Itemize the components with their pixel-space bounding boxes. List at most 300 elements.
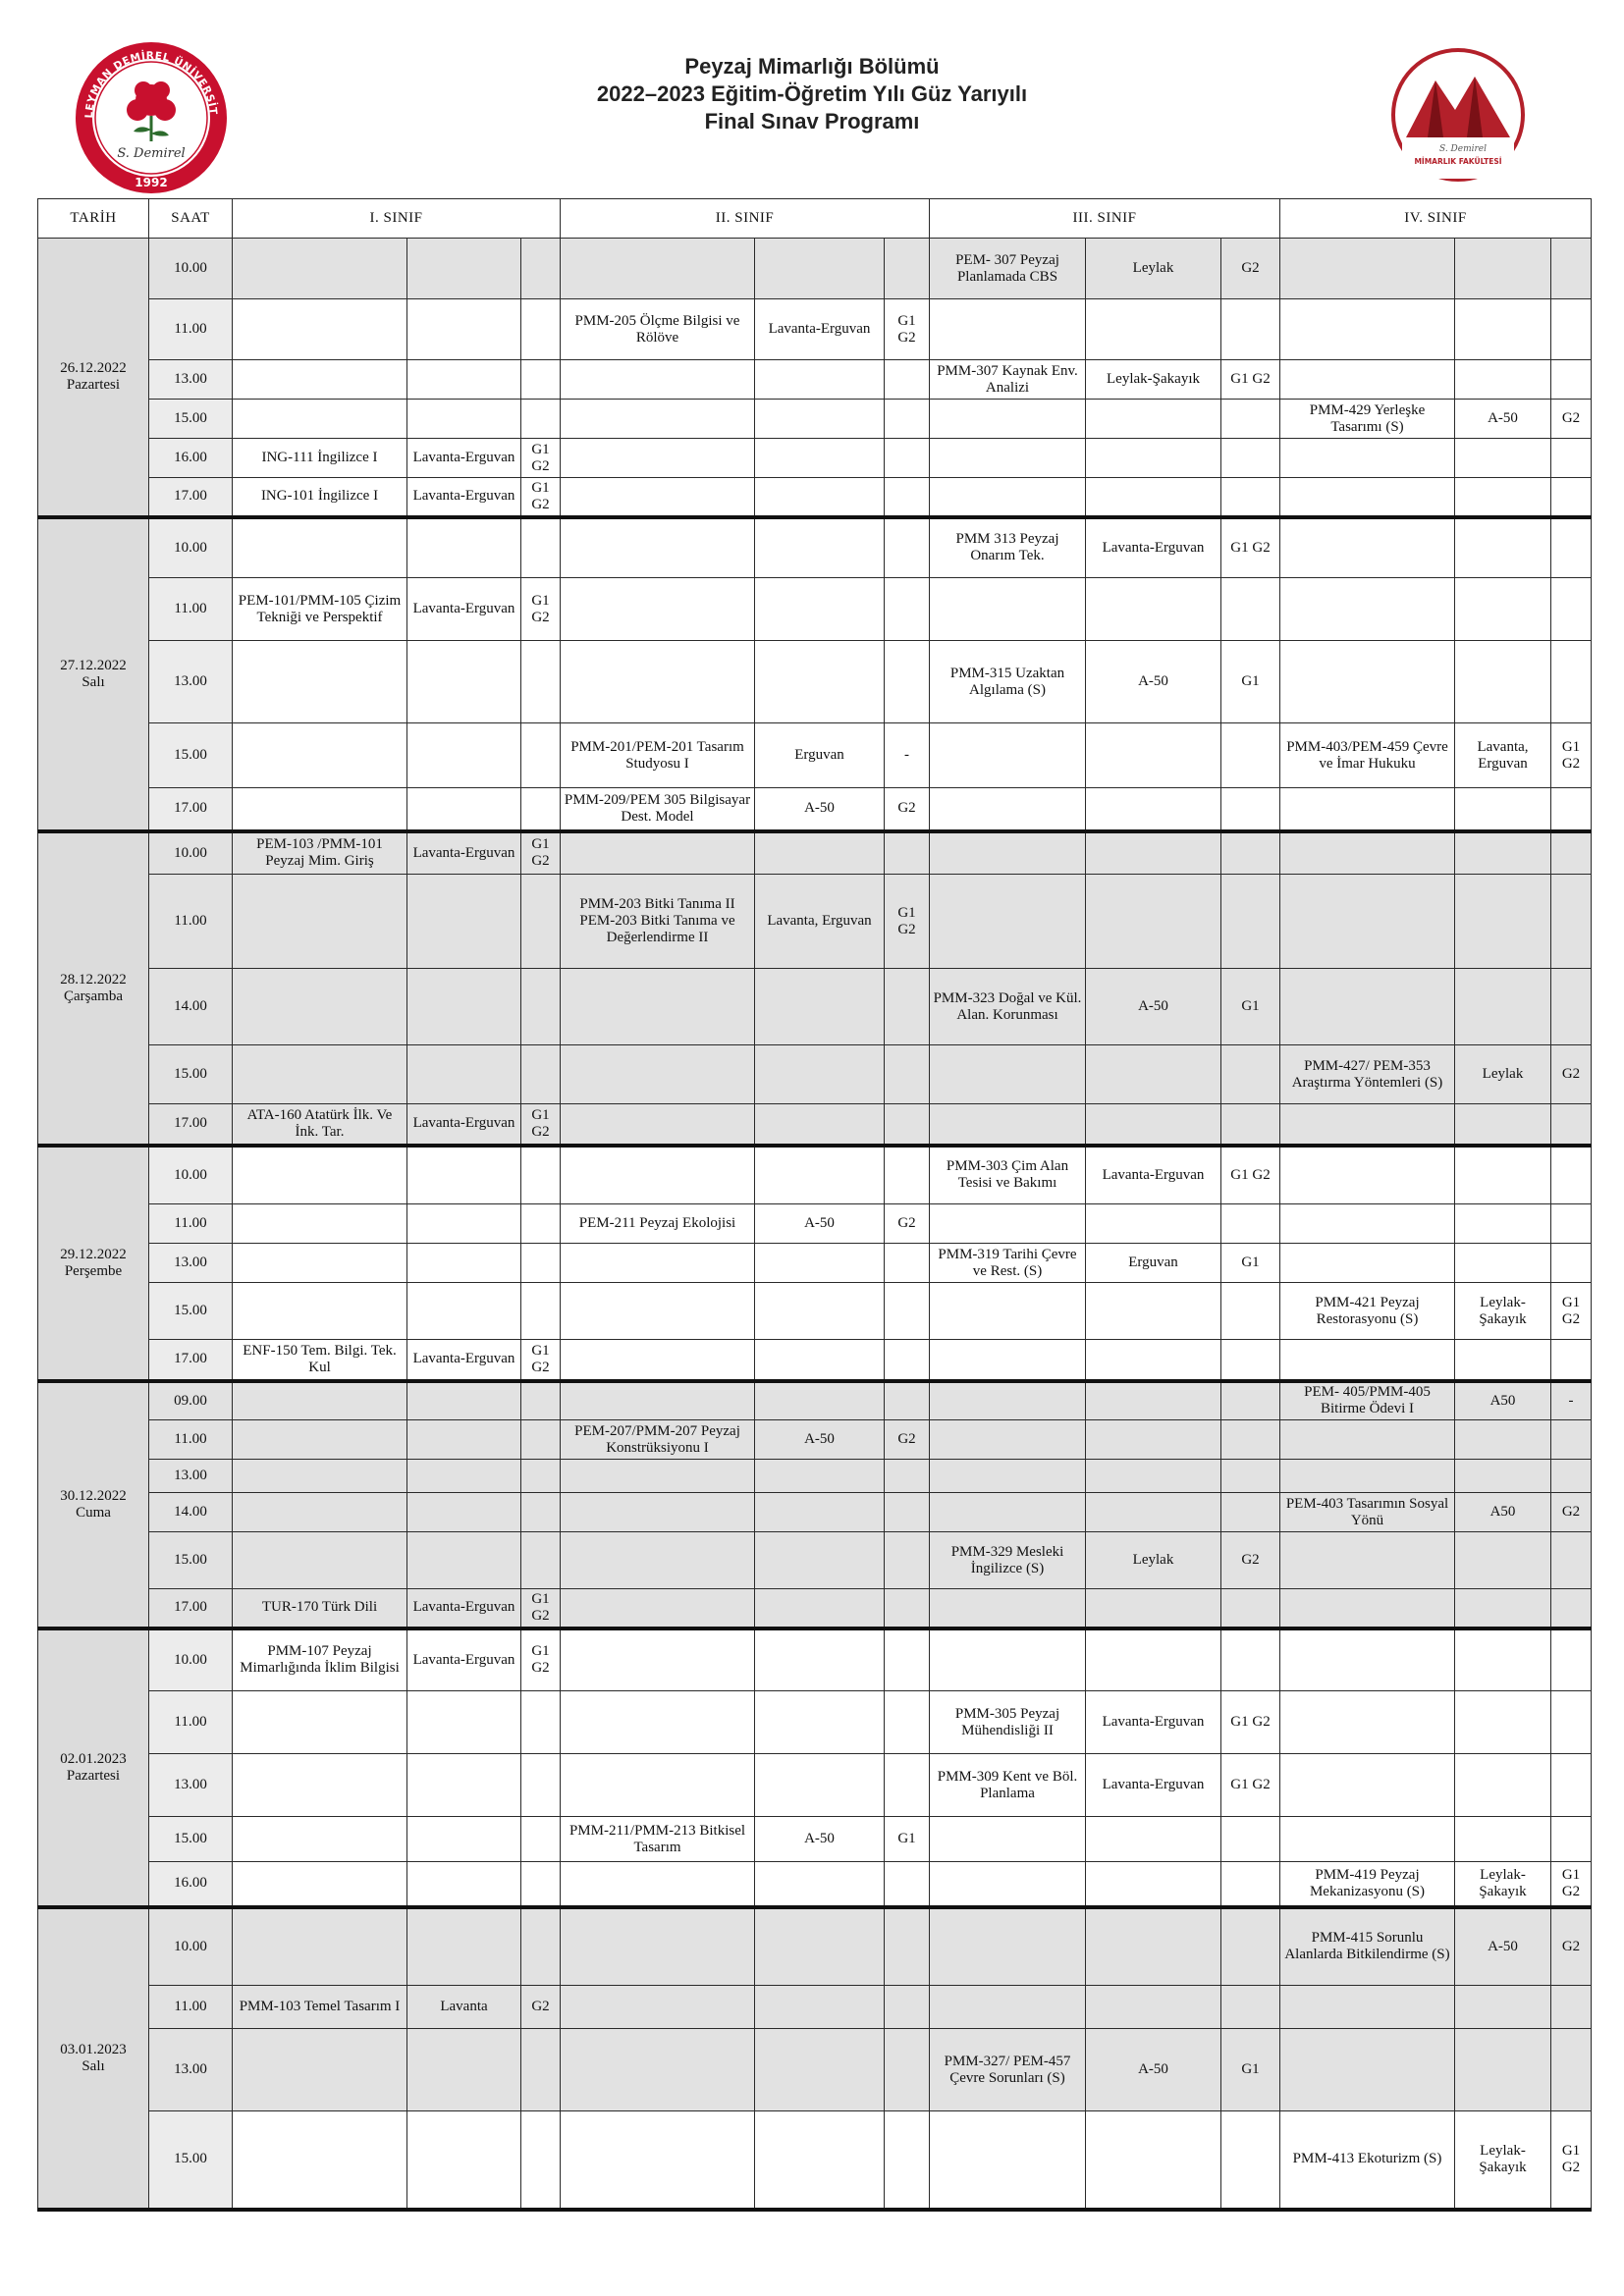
class-1-group: G1 G2 — [521, 831, 561, 875]
class-2-course — [561, 1754, 755, 1817]
class-4-course — [1280, 1532, 1455, 1589]
class-3-course: PMM-327/ PEM-457 Çevre Sorunları (S) — [930, 2029, 1086, 2111]
class-3-group — [1221, 1862, 1280, 1907]
class-4-room — [1455, 239, 1551, 299]
class-2-room: Erguvan — [755, 723, 885, 788]
class-1-course — [233, 299, 407, 360]
class-3-course — [930, 1104, 1086, 1146]
class-1-course — [233, 788, 407, 831]
class-1-group — [521, 1532, 561, 1589]
class-3-group: G1 — [1221, 1244, 1280, 1283]
class-2-room: A-50 — [755, 1817, 885, 1862]
class-4-course — [1280, 517, 1455, 578]
slot-time: 10.00 — [149, 1907, 233, 1986]
class-2-course — [561, 1460, 755, 1493]
class-4-course: PMM-421 Peyzaj Restorasyonu (S) — [1280, 1283, 1455, 1340]
class-2-group — [885, 439, 930, 478]
schedule-row — [38, 517, 1592, 578]
class-2-group — [885, 1629, 930, 1691]
slot-time: 10.00 — [149, 831, 233, 875]
class-2-course — [561, 1104, 755, 1146]
class-4-room: Leylak-Şakayık — [1455, 2111, 1551, 2210]
class-4-group — [1551, 1460, 1592, 1493]
class-3-course — [930, 723, 1086, 788]
class-2-course — [561, 1532, 755, 1589]
slot-time: 17.00 — [149, 1589, 233, 1629]
schedule-row — [38, 641, 1592, 723]
class-2-course: PEM-211 Peyzaj Ekolojisi — [561, 1204, 755, 1244]
class-4-course: PEM- 405/PMM-405 Bitirme Ödevi I — [1280, 1381, 1455, 1420]
class-2-course — [561, 1986, 755, 2029]
class-1-group — [521, 1045, 561, 1104]
class-1-room — [407, 788, 521, 831]
class-1-course — [233, 723, 407, 788]
class-4-group — [1551, 1146, 1592, 1204]
class-4-group — [1551, 439, 1592, 478]
class-4-group — [1551, 360, 1592, 400]
class-1-group — [521, 1283, 561, 1340]
class-4-group — [1551, 1629, 1592, 1691]
class-4-group: G2 — [1551, 400, 1592, 439]
class-1-course — [233, 1420, 407, 1460]
class-4-group: - — [1551, 1381, 1592, 1420]
class-4-room — [1455, 517, 1551, 578]
class-3-group — [1221, 1420, 1280, 1460]
class-2-course — [561, 239, 755, 299]
slot-time: 10.00 — [149, 517, 233, 578]
class-4-room — [1455, 578, 1551, 641]
class-3-group — [1221, 1589, 1280, 1629]
class-3-room — [1086, 723, 1221, 788]
class-4-room — [1455, 1244, 1551, 1283]
class-1-room: Lavanta-Erguvan — [407, 1589, 521, 1629]
class-3-group — [1221, 1381, 1280, 1420]
class-3-group — [1221, 299, 1280, 360]
class-2-group — [885, 1589, 930, 1629]
class-4-group — [1551, 1244, 1592, 1283]
class-4-course — [1280, 478, 1455, 517]
class-2-course: PEM-207/PMM-207 Peyzaj Konstrüksiyonu I — [561, 1420, 755, 1460]
class-1-group — [521, 517, 561, 578]
class-2-group — [885, 2029, 930, 2111]
class-1-room — [407, 723, 521, 788]
class-3-group — [1221, 478, 1280, 517]
class-1-course: ING-111 İngilizce I — [233, 439, 407, 478]
class-2-course: PMM-211/PMM-213 Bitkisel Tasarım — [561, 1817, 755, 1862]
day-date-cell — [38, 1146, 149, 1381]
class-3-course — [930, 1629, 1086, 1691]
slot-time: 13.00 — [149, 1244, 233, 1283]
class-3-course — [930, 400, 1086, 439]
class-3-room — [1086, 1420, 1221, 1460]
class-4-room — [1455, 1629, 1551, 1691]
class-2-group — [885, 1986, 930, 2029]
schedule-row — [38, 1817, 1592, 1862]
class-1-room: Lavanta-Erguvan — [407, 478, 521, 517]
class-3-group — [1221, 788, 1280, 831]
class-2-room — [755, 1283, 885, 1340]
class-4-group — [1551, 969, 1592, 1045]
header-class-3: III. SINIF — [930, 199, 1280, 239]
class-4-group: G2 — [1551, 1493, 1592, 1532]
class-1-room — [407, 875, 521, 969]
class-2-course — [561, 1045, 755, 1104]
schedule-row — [38, 1754, 1592, 1817]
class-4-course — [1280, 1986, 1455, 2029]
university-seal-logo — [73, 39, 230, 196]
architecture-faculty-logo — [1384, 41, 1532, 188]
day-weekday: Pazartesi — [66, 376, 121, 393]
class-4-room — [1455, 1146, 1551, 1204]
class-4-course — [1280, 299, 1455, 360]
class-1-course — [233, 517, 407, 578]
class-4-course: PMM-429 Yerleşke Tasarımı (S) — [1280, 400, 1455, 439]
class-3-room — [1086, 478, 1221, 517]
schedule-row — [38, 1381, 1592, 1420]
class-3-course: PMM-323 Doğal ve Kül. Alan. Korunması — [930, 969, 1086, 1045]
class-4-room — [1455, 969, 1551, 1045]
schedule-row — [38, 1420, 1592, 1460]
class-1-course — [233, 1146, 407, 1204]
class-4-room — [1455, 1340, 1551, 1381]
class-3-course: PMM-305 Peyzaj Mühendisliği II — [930, 1691, 1086, 1754]
day-date: 30.12.2022 — [60, 1487, 127, 1504]
class-3-room — [1086, 1629, 1221, 1691]
class-2-room — [755, 517, 885, 578]
class-1-group: G1 G2 — [521, 439, 561, 478]
class-3-room — [1086, 1589, 1221, 1629]
class-1-course — [233, 1381, 407, 1420]
class-4-group — [1551, 1104, 1592, 1146]
class-4-group — [1551, 1986, 1592, 2029]
class-1-room — [407, 1817, 521, 1862]
class-3-group: G2 — [1221, 239, 1280, 299]
class-2-course: PMM-201/PEM-201 Tasarım Studyosu I — [561, 723, 755, 788]
class-4-group — [1551, 1817, 1592, 1862]
class-1-room — [407, 1532, 521, 1589]
class-2-group: G2 — [885, 1420, 930, 1460]
class-2-room — [755, 578, 885, 641]
class-3-room — [1086, 1862, 1221, 1907]
class-2-group — [885, 1907, 930, 1986]
class-4-room — [1455, 1817, 1551, 1862]
class-1-group — [521, 788, 561, 831]
class-4-course — [1280, 360, 1455, 400]
class-1-course: PMM-107 Peyzaj Mimarlığında İklim Bilgisi — [233, 1629, 407, 1691]
class-4-room: A-50 — [1455, 400, 1551, 439]
class-2-group: - — [885, 723, 930, 788]
class-4-group: G1 G2 — [1551, 2111, 1592, 2210]
class-2-group — [885, 517, 930, 578]
class-2-room — [755, 478, 885, 517]
title-term: 2022–2023 Eğitim-Öğretim Yılı Güz Yarıyılı — [596, 81, 1028, 106]
class-3-course: PMM-307 Kaynak Env. Analizi — [930, 360, 1086, 400]
header-class-1: I. SINIF — [233, 199, 561, 239]
class-3-course — [930, 1204, 1086, 1244]
class-4-room — [1455, 478, 1551, 517]
class-1-course: TUR-170 Türk Dili — [233, 1589, 407, 1629]
class-1-group — [521, 2029, 561, 2111]
class-2-course — [561, 1589, 755, 1629]
class-4-group: G1 G2 — [1551, 1283, 1592, 1340]
class-3-group: G1 — [1221, 969, 1280, 1045]
class-4-group — [1551, 1204, 1592, 1244]
class-4-course — [1280, 831, 1455, 875]
class-3-room — [1086, 1907, 1221, 1986]
class-1-group — [521, 1907, 561, 1986]
class-1-group — [521, 641, 561, 723]
class-2-group — [885, 1862, 930, 1907]
class-2-room — [755, 1244, 885, 1283]
class-1-course — [233, 875, 407, 969]
class-3-group: G1 G2 — [1221, 1754, 1280, 1817]
class-1-room — [407, 239, 521, 299]
table-header-row — [38, 199, 1592, 239]
class-3-group: G1 — [1221, 2029, 1280, 2111]
class-3-course — [930, 1986, 1086, 2029]
class-3-group — [1221, 400, 1280, 439]
class-4-group — [1551, 641, 1592, 723]
class-3-group — [1221, 1204, 1280, 1244]
title-department: Peyzaj Mimarlığı Bölümü — [684, 54, 940, 79]
class-3-group — [1221, 578, 1280, 641]
schedule-row — [38, 969, 1592, 1045]
slot-time: 15.00 — [149, 723, 233, 788]
class-3-group — [1221, 723, 1280, 788]
class-3-room — [1086, 1381, 1221, 1420]
slot-time: 11.00 — [149, 1204, 233, 1244]
class-2-group — [885, 969, 930, 1045]
class-3-course: PEM- 307 Peyzaj Planlamada CBS — [930, 239, 1086, 299]
day-date-cell — [38, 1907, 149, 2210]
day-date: 03.01.2023 — [60, 2041, 127, 2057]
class-1-room — [407, 1283, 521, 1340]
class-2-group: G1 G2 — [885, 875, 930, 969]
class-3-group — [1221, 1340, 1280, 1381]
slot-time: 15.00 — [149, 1817, 233, 1862]
class-4-room: A-50 — [1455, 1907, 1551, 1986]
slot-time: 11.00 — [149, 1420, 233, 1460]
class-2-course: PMM-205 Ölçme Bilgisi ve Rölöve — [561, 299, 755, 360]
class-2-room: A-50 — [755, 1420, 885, 1460]
class-3-room: Leylak — [1086, 1532, 1221, 1589]
class-4-course — [1280, 1691, 1455, 1754]
class-2-group — [885, 478, 930, 517]
class-4-course — [1280, 875, 1455, 969]
day-date: 27.12.2022 — [60, 657, 127, 673]
class-4-room — [1455, 360, 1551, 400]
class-1-course — [233, 1862, 407, 1907]
class-2-course: PMM-203 Bitki Tanıma II PEM-203 Bitki Tanıma ve Değerlendirme II — [561, 875, 755, 969]
schedule-row — [38, 1244, 1592, 1283]
class-4-room — [1455, 299, 1551, 360]
class-2-group: G2 — [885, 788, 930, 831]
schedule-row — [38, 788, 1592, 831]
class-4-course: PEM-403 Tasarımın Sosyal Yönü — [1280, 1493, 1455, 1532]
class-2-group — [885, 831, 930, 875]
class-1-course: PMM-103 Temel Tasarım I — [233, 1986, 407, 2029]
class-1-group: G2 — [521, 1986, 561, 2029]
class-2-course — [561, 969, 755, 1045]
class-3-room — [1086, 1817, 1221, 1862]
class-2-course — [561, 1146, 755, 1204]
class-4-group — [1551, 1340, 1592, 1381]
class-2-room — [755, 1340, 885, 1381]
class-4-room: Leylak-Şakayık — [1455, 1862, 1551, 1907]
class-1-room — [407, 360, 521, 400]
class-4-course — [1280, 641, 1455, 723]
class-3-room: Erguvan — [1086, 1244, 1221, 1283]
class-2-room — [755, 360, 885, 400]
class-2-course — [561, 360, 755, 400]
class-1-room — [407, 1146, 521, 1204]
class-4-room — [1455, 1691, 1551, 1754]
class-3-room: Lavanta-Erguvan — [1086, 1691, 1221, 1754]
class-4-room: Lavanta, Erguvan — [1455, 723, 1551, 788]
class-3-group: G1 G2 — [1221, 360, 1280, 400]
class-2-room — [755, 1493, 885, 1532]
class-4-room — [1455, 875, 1551, 969]
schedule-row — [38, 831, 1592, 875]
class-3-group — [1221, 2111, 1280, 2210]
class-2-course — [561, 400, 755, 439]
schedule-row — [38, 1629, 1592, 1691]
class-3-course — [930, 1862, 1086, 1907]
day-weekday: Salı — [81, 673, 105, 690]
day-date: 02.01.2023 — [60, 1750, 127, 1767]
class-3-course — [930, 1493, 1086, 1532]
class-4-group — [1551, 1589, 1592, 1629]
class-1-group — [521, 875, 561, 969]
slot-time: 15.00 — [149, 400, 233, 439]
slot-time: 13.00 — [149, 641, 233, 723]
schedule-row — [38, 1532, 1592, 1589]
class-3-course — [930, 831, 1086, 875]
slot-time: 15.00 — [149, 1283, 233, 1340]
class-2-group — [885, 400, 930, 439]
class-4-group — [1551, 1754, 1592, 1817]
class-1-room — [407, 1862, 521, 1907]
class-1-course — [233, 1754, 407, 1817]
slot-time: 11.00 — [149, 1986, 233, 2029]
class-1-group — [521, 360, 561, 400]
schedule-row — [38, 578, 1592, 641]
class-4-room — [1455, 1986, 1551, 2029]
class-4-course — [1280, 1754, 1455, 1817]
class-1-group — [521, 1146, 561, 1204]
class-4-room — [1455, 1754, 1551, 1817]
class-3-group — [1221, 1907, 1280, 1986]
class-1-room — [407, 1460, 521, 1493]
class-2-course: PMM-209/PEM 305 Bilgisayar Dest. Model — [561, 788, 755, 831]
class-1-room — [407, 1244, 521, 1283]
schedule-row — [38, 1283, 1592, 1340]
class-2-course — [561, 578, 755, 641]
class-3-group — [1221, 1817, 1280, 1862]
day-date-cell — [38, 831, 149, 1146]
class-4-room — [1455, 2029, 1551, 2111]
schedule-row — [38, 875, 1592, 969]
schedule-row — [38, 1493, 1592, 1532]
class-1-course — [233, 1907, 407, 1986]
class-2-group — [885, 1146, 930, 1204]
class-3-course — [930, 478, 1086, 517]
schedule-row — [38, 1907, 1592, 1986]
class-4-group — [1551, 1420, 1592, 1460]
class-2-course — [561, 1629, 755, 1691]
class-2-group — [885, 1691, 930, 1754]
class-3-course: PMM-309 Kent ve Böl. Planlama — [930, 1754, 1086, 1817]
class-3-room — [1086, 2111, 1221, 2210]
class-2-room — [755, 1146, 885, 1204]
class-3-room: A-50 — [1086, 2029, 1221, 2111]
class-4-course: PMM-413 Ekoturizm (S) — [1280, 2111, 1455, 2210]
class-4-room — [1455, 641, 1551, 723]
class-4-room — [1455, 439, 1551, 478]
svg-text:S. Demirel: S. Demirel — [1438, 144, 1488, 154]
class-1-group: G1 G2 — [521, 478, 561, 517]
class-2-course — [561, 1244, 755, 1283]
class-3-room — [1086, 875, 1221, 969]
class-3-room — [1086, 1045, 1221, 1104]
class-3-group: G2 — [1221, 1532, 1280, 1589]
day-weekday: Salı — [81, 2057, 105, 2074]
class-3-room — [1086, 1204, 1221, 1244]
slot-time: 14.00 — [149, 969, 233, 1045]
class-3-course — [930, 875, 1086, 969]
class-3-course — [930, 1907, 1086, 1986]
class-4-course: PMM-419 Peyzaj Mekanizasyonu (S) — [1280, 1862, 1455, 1907]
class-3-course — [930, 1045, 1086, 1104]
slot-time: 17.00 — [149, 478, 233, 517]
slot-time: 11.00 — [149, 299, 233, 360]
class-1-course — [233, 641, 407, 723]
class-2-room — [755, 2111, 885, 2210]
schedule-row — [38, 439, 1592, 478]
class-2-group — [885, 1104, 930, 1146]
schedule-row — [38, 1340, 1592, 1381]
svg-text:S. Demirel: S. Demirel — [117, 146, 186, 161]
slot-time: 16.00 — [149, 439, 233, 478]
class-4-room: A50 — [1455, 1493, 1551, 1532]
class-2-room — [755, 400, 885, 439]
class-3-course: PMM-329 Mesleki İngilizce (S) — [930, 1532, 1086, 1589]
schedule-row — [38, 239, 1592, 299]
slot-time: 15.00 — [149, 2111, 233, 2210]
class-1-room — [407, 1045, 521, 1104]
day-date-cell — [38, 517, 149, 831]
class-1-course — [233, 1691, 407, 1754]
schedule-row — [38, 1589, 1592, 1629]
class-2-group — [885, 1754, 930, 1817]
class-1-room — [407, 969, 521, 1045]
class-3-room: Leylak-Şakayık — [1086, 360, 1221, 400]
class-4-room — [1455, 1420, 1551, 1460]
class-1-room: Lavanta-Erguvan — [407, 1104, 521, 1146]
class-1-course — [233, 1244, 407, 1283]
class-4-room — [1455, 1460, 1551, 1493]
class-4-course — [1280, 1146, 1455, 1204]
class-1-room — [407, 400, 521, 439]
class-1-course — [233, 239, 407, 299]
schedule-row — [38, 1045, 1592, 1104]
class-2-room — [755, 1629, 885, 1691]
class-1-course — [233, 1493, 407, 1532]
class-3-group — [1221, 1283, 1280, 1340]
class-2-room — [755, 239, 885, 299]
class-4-group: G1 G2 — [1551, 1862, 1592, 1907]
day-date: 29.12.2022 — [60, 1246, 127, 1262]
